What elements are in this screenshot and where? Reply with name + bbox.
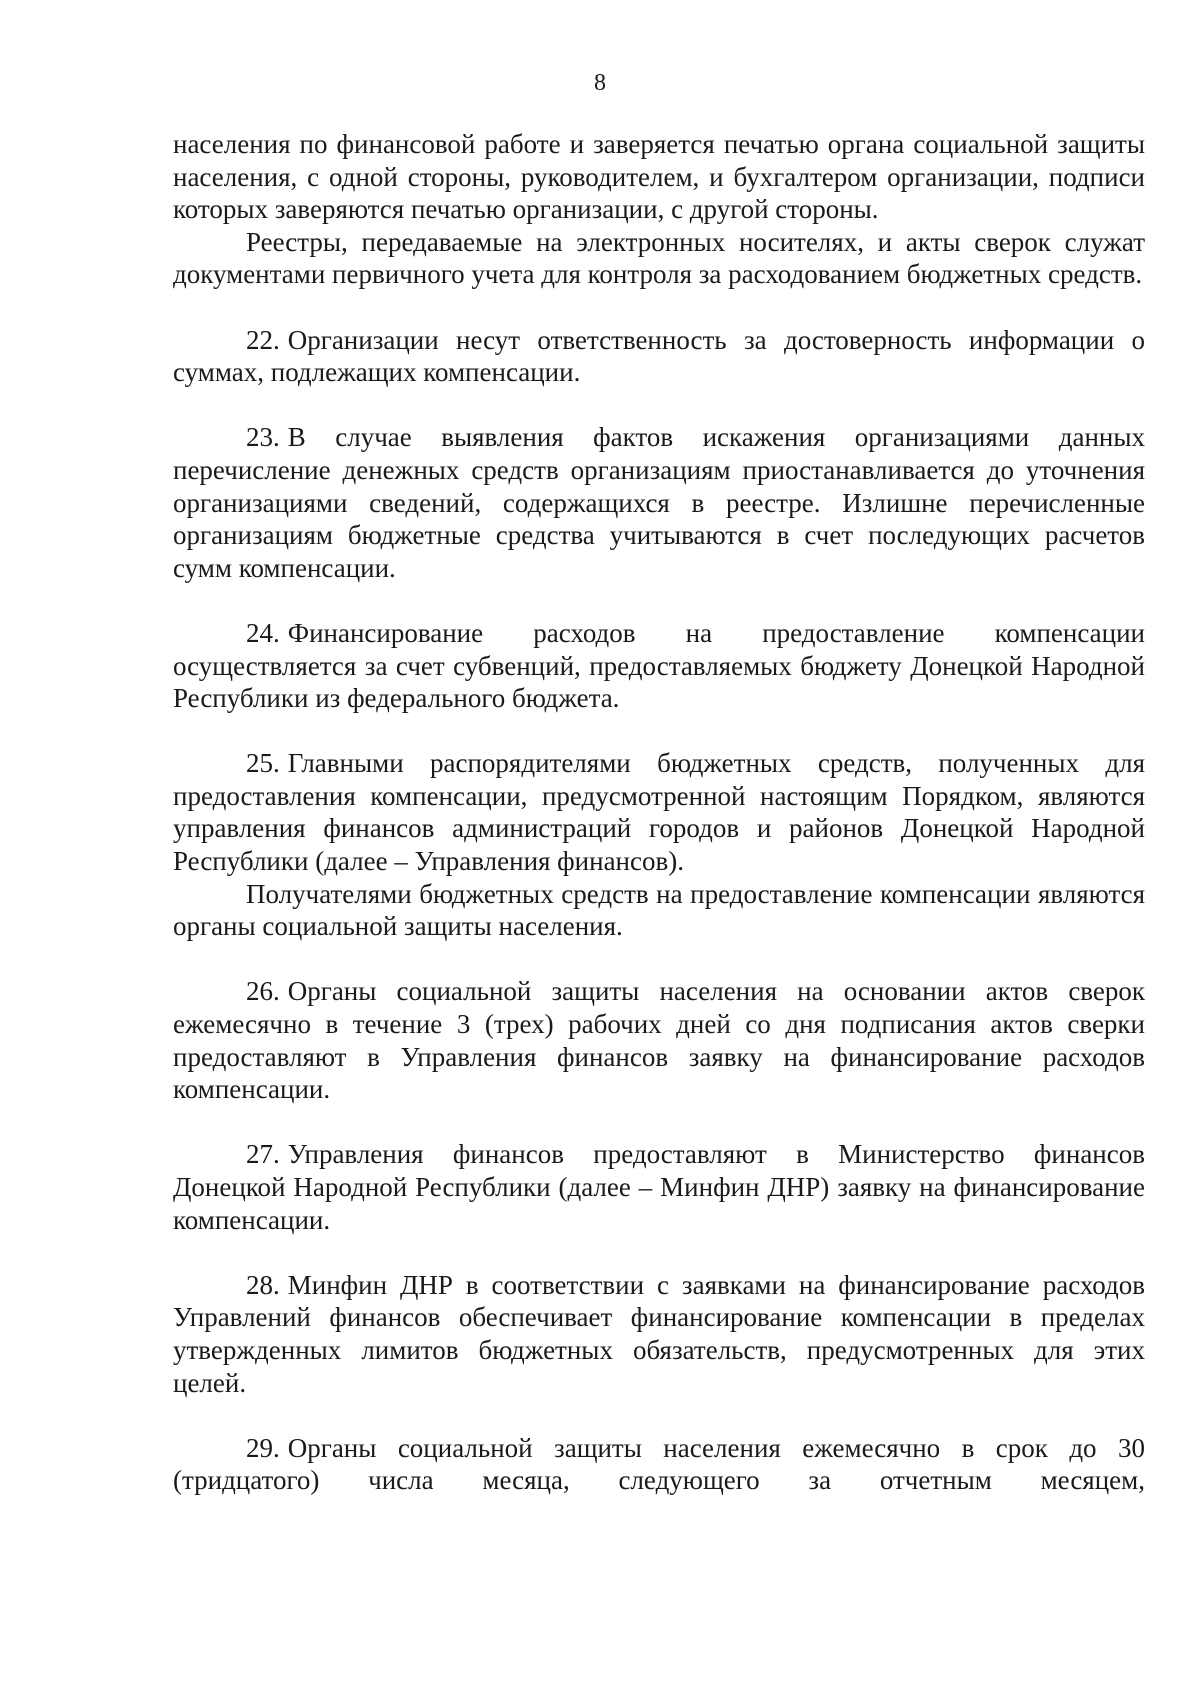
clause-28 xyxy=(173,1269,1145,1399)
clause-26 xyxy=(173,975,1145,1105)
clause-number: 29. xyxy=(246,1432,280,1463)
paragraph-spacer xyxy=(173,943,1145,976)
paragraph-continuation xyxy=(173,128,1145,226)
paragraph-spacer xyxy=(173,291,1145,324)
paragraph-spacer xyxy=(173,1106,1145,1139)
clause-number: 28. xyxy=(246,1269,280,1300)
paragraph-spacer xyxy=(173,389,1145,422)
paragraph-spacer xyxy=(173,1236,1145,1269)
paragraph-registers xyxy=(173,226,1145,291)
paragraph-spacer xyxy=(173,584,1145,617)
clause-number: 23. xyxy=(246,422,280,453)
paragraph-text: Главными распорядителями бюджетных средств, полученных для предоставления компенсации, предусмотренной настоящим Порядком, являются управления финансов администраций городов и районов Донецкой Народной Республики (далее – Управления финансов). xyxy=(173,748,1145,877)
clause-29 xyxy=(173,1432,1145,1497)
paragraph-text: В случае выявления фактов искажения организациями данных перечисление денежных средств организациям приостанавливается до уточнения организациями сведений, содержащихся в реестре. Излишне перечисленные организациям бюджетные средства учитываются в счет последующих расчетов сумм компенсации. xyxy=(173,422,1145,583)
paragraph-recipients xyxy=(173,878,1145,943)
clause-number: 25. xyxy=(246,748,280,779)
paragraph-text: Финансирование расходов на предоставление компенсации осуществляется за счет субвенций, предоставляемых бюджету Донецкой Народной Республики из федерального бюджета. xyxy=(173,617,1145,714)
paragraph-text: Реестры, передаваемые на электронных носителях, и акты сверок служат документами первичного учета для контроля за расходованием бюджетных средств. xyxy=(173,226,1145,290)
paragraph-spacer xyxy=(173,715,1145,748)
clause-number: 22. xyxy=(246,324,280,355)
clause-22 xyxy=(173,324,1145,389)
paragraph-text: населения по финансовой работе и заверяется печатью органа социальной защиты населения, с одной стороны, руководителем, и бухгалтером организации, подписи которых заверяются печатью организации, с другой стороны. xyxy=(173,129,1145,225)
paragraph-text: Органы социальной защиты населения на основании актов сверок ежемесячно в течение 3 (трех) рабочих дней со дня подписания актов сверки предоставляют в Управления финансов заявку на финансирование расходов компенсации. xyxy=(173,976,1145,1105)
paragraph-spacer xyxy=(173,1399,1145,1432)
paragraph-text: Минфин ДНР в соответствии с заявками на финансирование расходов Управлений финансов обеспечивает финансирование компенсации в пределах утвержденных лимитов бюджетных обязательств, предусмотренных для этих целей. xyxy=(173,1269,1145,1398)
clause-25 xyxy=(173,747,1145,877)
paragraph-text: Получателями бюджетных средств на предоставление компенсации являются органы социальной защиты населения. xyxy=(173,878,1145,942)
clause-number: 26. xyxy=(246,976,280,1007)
clause-number: 27. xyxy=(246,1139,280,1170)
paragraph-text: Управления финансов предоставляют в Министерство финансов Донецкой Народной Республики (далее – Минфин ДНР) заявку на финансирование компенсации. xyxy=(173,1139,1145,1235)
clause-27 xyxy=(173,1138,1145,1236)
clause-number: 24. xyxy=(246,617,280,648)
clause-23 xyxy=(173,421,1145,584)
paragraph-text: Организации несут ответственность за достоверность информации о суммах, подлежащих компенсации. xyxy=(173,324,1145,388)
clause-24 xyxy=(173,617,1145,715)
page-number: 8 xyxy=(594,70,606,96)
paragraph-text: Органы социальной защиты населения ежемесячно в срок до 30 (тридцатого) числа месяца, следующего за отчетным месяцем, xyxy=(173,1432,1145,1496)
document-body xyxy=(173,128,1145,1497)
